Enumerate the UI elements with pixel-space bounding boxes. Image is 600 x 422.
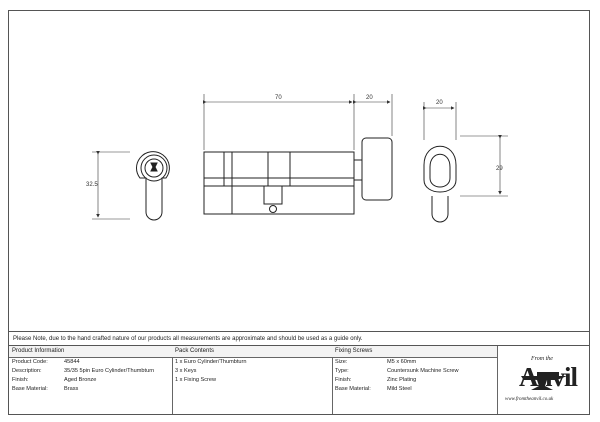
fixing-screws-section	[332, 346, 498, 414]
row-label: Type:	[335, 368, 349, 374]
length-label: 70	[275, 95, 282, 101]
measurement-note: Please Note, due to the hand crafted nature of our products all measurements are approximate and should be used as a guide only.	[9, 331, 589, 346]
row-value: Aged Bronze	[64, 377, 97, 383]
row-value: Brass	[64, 386, 79, 392]
thumbturn-end-view	[424, 146, 456, 222]
row-label: Base Material:	[335, 386, 371, 392]
table-row	[332, 367, 497, 376]
list-item: 3 x Keys	[175, 368, 197, 374]
table-row	[332, 358, 497, 367]
row-value: Countersunk Machine Screw	[387, 368, 459, 374]
row-value: Mild Steel	[387, 386, 412, 392]
row-value: M5 x 60mm	[387, 359, 417, 365]
list-item: 1 x Fixing Screw	[175, 377, 217, 383]
logo-url: www.fromtheanvil.co.uk	[505, 397, 554, 402]
anvil-logo	[497, 346, 589, 414]
list-item: 1 x Euro Cylinder/Thumbturn	[175, 359, 247, 365]
row-value: 35/35 5pin Euro Cylinder/Thumbturn	[64, 368, 155, 374]
row-value: 45844	[64, 359, 80, 365]
table-row	[9, 367, 172, 376]
turn-width-label: 20	[436, 100, 443, 106]
row-label: Base Material:	[12, 386, 48, 392]
row-label: Product Code:	[12, 359, 48, 365]
info-table	[9, 346, 589, 414]
table-row	[9, 385, 172, 394]
fixing-screws-heading: Fixing Screws	[332, 346, 497, 358]
row-label: Finish:	[12, 377, 29, 383]
table-row	[332, 385, 497, 394]
row-label: Size:	[335, 359, 348, 365]
turn-height-label: 29	[496, 166, 503, 172]
row-label: Description:	[12, 368, 42, 374]
table-row	[9, 376, 172, 385]
row-label: Finish:	[335, 377, 352, 383]
cylinder-profile-view	[136, 152, 169, 220]
logo-brand: Anvil	[519, 362, 578, 392]
profile-height-dimension	[92, 152, 130, 219]
profile-height-label: 32.5	[86, 182, 98, 188]
pack-contents-section	[172, 346, 333, 414]
table-row	[9, 358, 172, 367]
turn-width-dimension	[424, 102, 456, 140]
product-information-heading: Product Information	[9, 346, 172, 358]
product-information-section	[9, 346, 173, 414]
row-value: Zinc Plating	[387, 377, 417, 383]
table-row	[332, 376, 497, 385]
cylinder-side-view	[204, 138, 392, 214]
pack-contents-heading: Pack Contents	[172, 346, 332, 358]
length-dimension	[204, 94, 392, 150]
turn-length-label: 20	[366, 95, 373, 101]
logo-from-text: From the	[531, 356, 553, 362]
